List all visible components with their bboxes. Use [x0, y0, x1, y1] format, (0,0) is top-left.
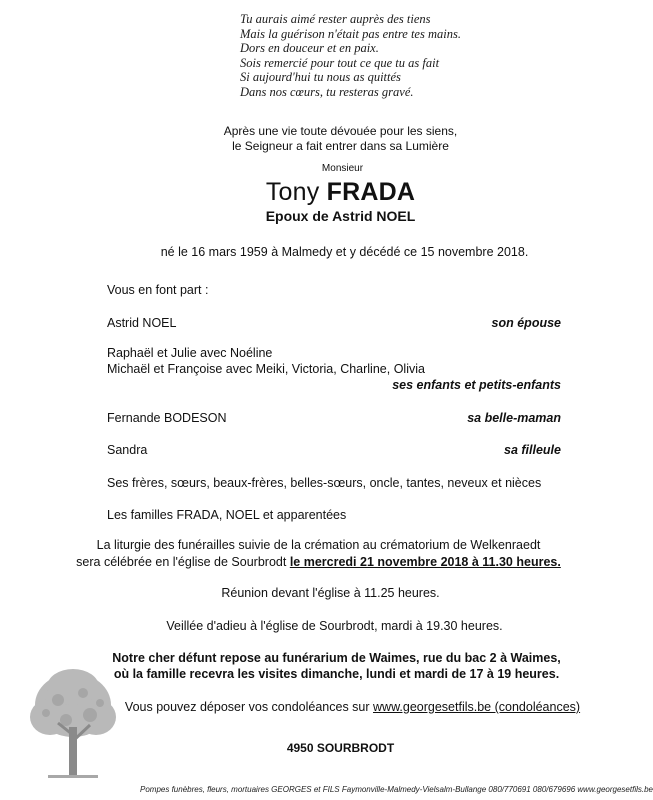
intro-line: Après une vie toute dévouée pour les siens,: [223, 124, 458, 138]
tree-icon: [28, 665, 118, 785]
family-families: Les familles FRADA, NOEL et apparentées: [107, 508, 347, 522]
deceased-name: [40, 178, 641, 207]
condolences-link[interactable]: www.georgesetfils.be (condoléances): [373, 700, 581, 714]
address: 4950 SOURBRODT: [286, 741, 395, 755]
repose-line-2: où la famille recevra les visites dimanche, lundi et mardi de 17 à 19 heures.: [113, 667, 560, 681]
family-children-2: Michaël et Françoise avec Meiki, Victoria, Charline, Olivia: [107, 362, 425, 376]
poem-line: Sois remercié pour tout ce que tu as fait: [240, 55, 440, 70]
liturgy-place: sera célébrée en l'église de Sourbrodt: [76, 555, 287, 569]
poem-line: Si aujourd'hui tu nous as quittés: [240, 70, 401, 85]
intro-line: le Seigneur a fait entrer dans sa Lumière: [232, 139, 449, 153]
poem-line: Tu aurais aimé rester auprès des tiens: [240, 12, 431, 26]
last-name: FRADA: [326, 178, 416, 206]
family-siblings: Ses frères, sœurs, beaux-frères, belles-sœurs, oncle, tantes, neveux et nièces: [107, 476, 542, 490]
spouse-line: Epoux de Astrid NOEL: [265, 208, 416, 224]
relation-astrid: son épouse: [491, 316, 561, 330]
first-name: Tony: [265, 178, 320, 206]
relation-fernande: sa belle-maman: [467, 411, 561, 425]
relation-sandra: sa filleule: [504, 443, 561, 457]
announce-line: Vous en font part :: [107, 283, 209, 297]
relation-children: ses enfants et petits-enfants: [392, 378, 561, 392]
family-fernande: Fernande BODESON: [107, 411, 227, 425]
veillee-line: Veillée d'adieu à l'église de Sourbrodt, mardi à 19.30 heures.: [166, 619, 503, 633]
condolences-text: Vous pouvez déposer vos condoléances sur: [124, 700, 370, 714]
birth-line: né le 16 mars 1959 à Malmedy et y décédé ce 15 novembre 2018.: [160, 245, 529, 259]
poem: [240, 12, 461, 100]
footer: Pompes funèbres, fleurs, mortuaires GEORGES et FILS Faymonville-Malmedy-Vielsalm-Bullange 080/770691 080/679696 www.georgesetfils.be: [140, 785, 653, 794]
reunion-line: Réunion devant l'église à 11.25 heures.: [221, 586, 440, 600]
poem-line: Dans nos cœurs, tu resteras gravé.: [240, 84, 414, 99]
poem-line: Mais la guérison n'était pas entre tes mains.: [240, 26, 461, 41]
poem-line: Dors en douceur et en paix.: [240, 41, 379, 56]
family-astrid: Astrid NOEL: [107, 316, 177, 330]
condolences-line: [52, 700, 653, 714]
family-children-1: Raphaël et Julie avec Noéline: [107, 346, 273, 360]
liturgy-line-2: [18, 555, 619, 569]
liturgy-date: le mercredi 21 novembre 2018 à 11.30 heures.: [289, 555, 561, 569]
family-sandra: Sandra: [107, 443, 148, 457]
liturgy-line-1: La liturgie des funérailles suivie de la crémation au crématorium de Welkenraedt: [96, 538, 541, 552]
repose-line-1: Notre cher défunt repose au funérarium de Waimes, rue du bac 2 à Waimes,: [112, 651, 561, 665]
intro-text: [40, 124, 641, 154]
title-word: Monsieur: [321, 163, 364, 174]
